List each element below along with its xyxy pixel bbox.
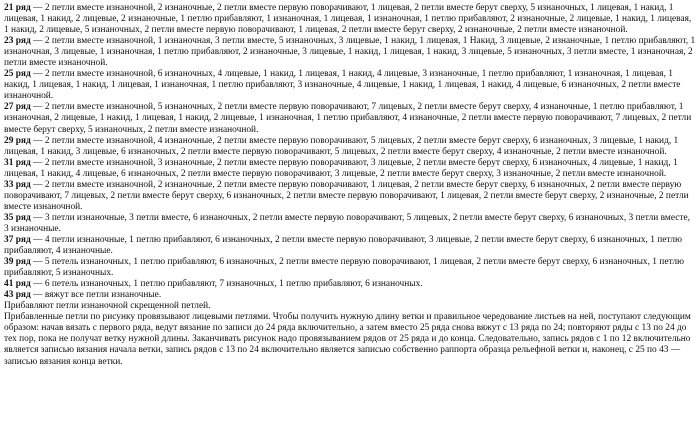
- row-33: [4, 180, 696, 213]
- row-label: 23 ряд: [4, 36, 31, 47]
- row-label: 21 ряд: [4, 3, 31, 13]
- row-text: — 3 петли изнаночные, 3 петли вместе, 6 изнаночных, 2 петли вместе первую поворачивают, 5 лицевых, 2 петли вместе берут сверху, 6 изнаночных, 3 петли вместе, 3 изнаночные.: [4, 212, 691, 234]
- row-39: [4, 257, 696, 279]
- row-text: — 2 петли вместе изнаночной, 2 изнаночные, 2 петли вместе первую поворачивают, 1 лицевая, 2 петли вместе берут сверху, 5 изнаночных, 1 лицевая, 1 накид, 1 лицевая, 1 накид, 2 лицевые, 2 изнаночные, 1 петлю прибавляют, 1 изнаночная, 1 лицевая, 1 изнаночная, 1 петлю прибавляют, 2 изнаночные, 2 лицевые, 1 накид, 1 лицевая, 1 накид, 2 лицевые, 5 изнаночных, 2 петли вместе первую поворачивают, 1 лицевая, 2 петли вместе берут сверху, 2 изнаночные, 2 петли вместе изнаночной.: [4, 3, 692, 36]
- row-label: 41 ряд: [4, 279, 31, 290]
- row-text: — 2 петли вместе изнаночной, 3 изнаночные, 2 петли вместе первую поворачивают, 3 лицевые, 2 петли вместе берут сверху, 6 изнаночных, 4 лицевые, 1 накид, 1 лицевая, 1 накид, 4 лицевые, 6 изнаночных, 2 петли вместе первую поворачивают, 3 лицевые, 2 петли вместе берут сверху, 3 изнаночные, 2 петли вместе изнаночной.: [4, 157, 678, 179]
- row-label: 25 ряд: [4, 69, 31, 80]
- increase-note: Прибавляют петли изнаночной скрещенной петлей.: [4, 301, 211, 312]
- row-text: — вяжут все петли изнаночные.: [30, 290, 162, 301]
- row-label: 39 ряд: [4, 257, 31, 268]
- explanation-paragraph: Прибавленные петли по рисунку провязывают лицевыми петлями. Чтобы получить нужную длину ветки и правильное чередование листьев на ней, поступают следующим образом: начав вязать с первого ряда, ведут вязание по записи до 24 ряда включительно, а затем вместо 25 ряда снова вяжут с 13 ряда по 24; повторяют ряды с 13 по 24 до тех пор, пока не получат ветку нужной длины. Заканчивать рисунок надо провязыванием рядов от 25 ряда и до конца. Следовательно, запись рядов с 1 по 12 включительно является записью вязания начала ветки, запись рядов с 13 по 24 включительно является записью собственно раппорта образца рельефной ветки и, наконец, с 25 по 43 — записью вязания конца ветки.: [4, 312, 691, 367]
- row-text: — 6 петель изнаночных, 1 петлю прибавляют, 7 изнаночных, 1 петлю прибавляют, 6 изнаночных.: [30, 279, 423, 290]
- row-label: 27 ряд: [4, 102, 31, 113]
- row-41: [4, 279, 696, 290]
- row-text: — 2 петли вместе изнаночной, 6 изнаночных, 4 лицевые, 1 накид, 1 лицевая, 1 накид, 4 лицевые, 3 изнаночные, 1 петлю прибавляют, 1 изнаночная, 1 лицевая, 1 накид, 1 лицевая, 1 накид, 1 лицевая, 1 изнаночная, 1 петлю прибавляют, 3 изнаночные, 4 лицевые, 1 накид, 1 лицевая, 1 накид, 4 лицевые, 6 изнаночных, 2 петли вместе изнаночной.: [4, 69, 681, 102]
- row-text: — 4 петли изнаночные, 1 петлю прибавляют, 6 изнаночных, 2 петли вместе первую поворачивают, 3 лицевые, 2 петли вместе берут сверху, 6 изнаночных, 1 петлю прибавляют, 4 изнаночные.: [4, 234, 682, 257]
- row-label: 35 ряд: [4, 212, 31, 223]
- row-35: [4, 213, 696, 235]
- row-label: 31 ряд: [4, 157, 31, 168]
- row-25: [4, 69, 696, 102]
- row-37: [4, 235, 696, 257]
- row-23: [4, 36, 696, 69]
- row-27: [4, 102, 696, 135]
- row-label: 33 ряд: [4, 179, 31, 190]
- row-text: — 2 петли вместе изнаночной, 5 изнаночных, 2 петли вместе первую поворачивают, 7 лицевых, 2 петли вместе берут сверху, 4 изнаночные, 1 петлю прибавляют, 1 изнаночная, 2 лицевые, 1 накид, 1 лицевая, 1 накид, 2 лицевые, 1 изнаночная, 1 петлю прибавляют, 4 изнаночные, 2 петли вместе первую поворачивают, 7 лицевых, 2 петли вместе берут сверху, 5 изнаночных, 2 петли вместе изнаночной.: [4, 102, 692, 135]
- row-text: — 2 петли вместе изнаночной, 2 изнаночные, 2 петли вместе первую поворачивают, 1 лицевая, 2 петли вместе берут сверху, 6 изнаночных, 2 петли вместе первую поворачивают, 7 лицевых, 2 петли вместе берут сверху, 6 изнаночных, 2 петли вместе первую поворачивают, 1 лицевая, 2 петли вместе берут сверху, 2 изнаночные, 2 петли вместе изнаночной.: [4, 179, 689, 212]
- row-text: — 2 петли вместе изнаночной, 4 изнаночные, 2 петли вместе первую поворачивают, 5 лицевых, 2 петли вместе берут сверху, 6 изнаночных, 3 лицевые, 1 накид, 1 лицевая, 1 накид, 3 лицевые, 6 изнаночных, 2 петли вместе первую поворачивают, 5 лицевых, 2 петли вместе берут сверху, 4 изнаночные, 2 петли вместе изнаночной.: [4, 135, 679, 157]
- row-label: 43 ряд: [4, 290, 31, 301]
- row-text: — 5 петель изнаночных, 1 петлю прибавляют, 6 изнаночных, 2 петли вместе первую поворачивают, 1 лицевая, 2 петли вместе берут сверху, 6 изнаночных, 1 петлю прибавляют, 5 изнаночных.: [4, 257, 685, 279]
- row-label: 29 ряд: [4, 135, 31, 146]
- row-text: — 2 петли вместе изнаночной, 1 изнаночная, 3 петли вместе, 5 изнаночных, 3 лицевые, 1 накид, 1 лицевая, 1 Накид, 3 лицевые, 2 изнаночные, 1 петлю прибавляют, 1 изнаночная, 3 лицевые, 1 изнаночная, 1 петлю прибавляют, 2 изнаночные, 3 лицевые, 1 накид, 1 лицевая, 1 накид, 3 лицевые, 5 изнаночных, 3 петли вместе, 1 изнаночная, 2 петли вместе изнаночной.: [4, 36, 696, 69]
- row-29: [4, 136, 696, 158]
- row-31: [4, 158, 696, 180]
- row-43: [4, 290, 696, 301]
- row-label: 37 ряд: [4, 234, 31, 245]
- row-21: [4, 3, 696, 36]
